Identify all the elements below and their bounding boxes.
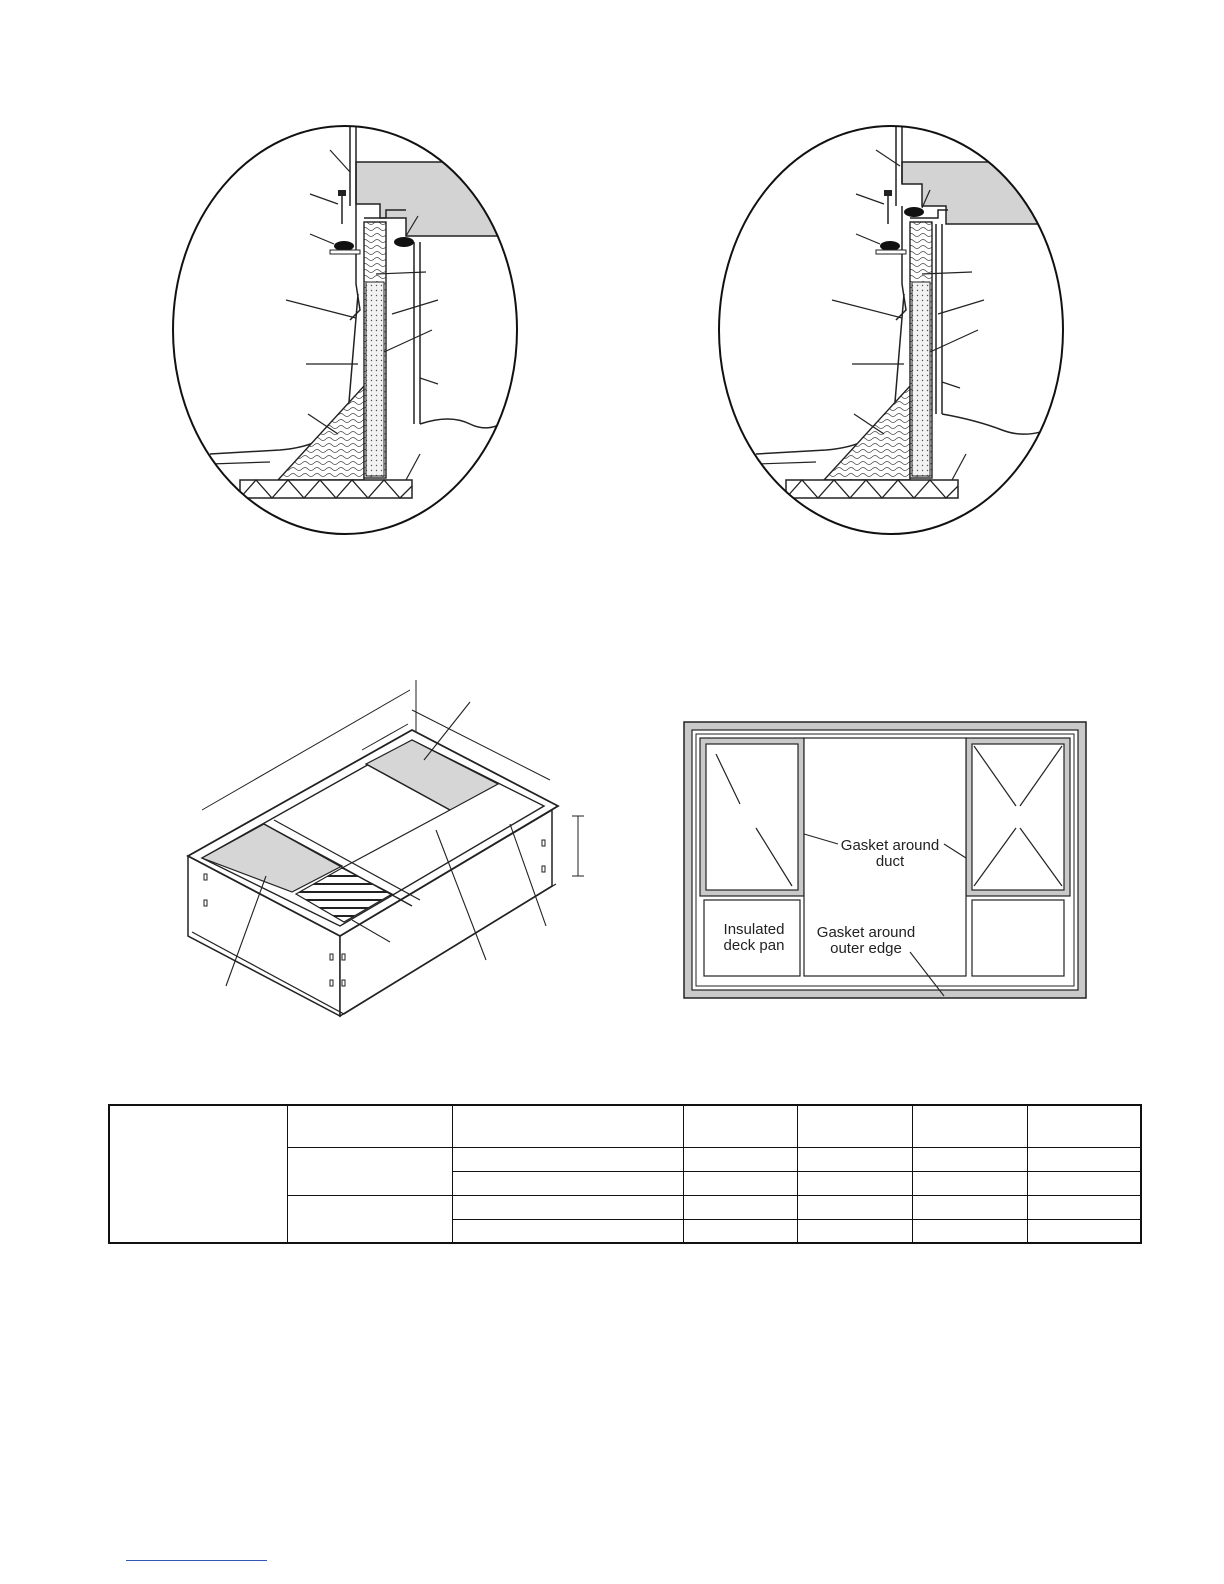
table-cell bbox=[1027, 1171, 1141, 1195]
table-cell bbox=[1027, 1147, 1141, 1171]
table-cell bbox=[452, 1171, 683, 1195]
gasket-outer-edge-label-2: outer edge bbox=[830, 940, 902, 957]
gasket-around-duct-label-2: duct bbox=[875, 853, 905, 870]
table-cell bbox=[797, 1219, 912, 1243]
table-cell bbox=[797, 1195, 912, 1219]
table-cell bbox=[912, 1171, 1027, 1195]
curb-detail-left bbox=[170, 124, 520, 536]
cant-strip bbox=[278, 386, 364, 480]
table-cell bbox=[452, 1195, 683, 1219]
table-cell bbox=[452, 1105, 683, 1147]
table-cell bbox=[683, 1195, 797, 1219]
table-cell bbox=[683, 1147, 797, 1171]
table-header-row bbox=[109, 1105, 1141, 1147]
table-cell bbox=[912, 1105, 1027, 1147]
gasket bbox=[394, 237, 414, 247]
curb-detail-right bbox=[716, 124, 1066, 536]
table-cell bbox=[287, 1147, 452, 1195]
table-cell bbox=[683, 1105, 797, 1147]
table-cell bbox=[287, 1105, 452, 1147]
table-cell bbox=[452, 1147, 683, 1171]
table-cell bbox=[912, 1195, 1027, 1219]
table-cell bbox=[287, 1195, 452, 1243]
curb-plan-view bbox=[682, 720, 1088, 1000]
roof-curb-isometric bbox=[180, 680, 600, 1020]
table-cell bbox=[912, 1147, 1027, 1171]
table-cell bbox=[797, 1147, 912, 1171]
curb-dimension-table bbox=[108, 1104, 1142, 1244]
gasket-around-duct-label: Gasket around bbox=[840, 837, 940, 854]
table-cell bbox=[683, 1219, 797, 1243]
table-cell bbox=[109, 1105, 287, 1243]
table-cell bbox=[1027, 1105, 1141, 1147]
table-cell bbox=[1027, 1219, 1141, 1243]
table-cell bbox=[683, 1171, 797, 1195]
gasket-outer-edge-label: Gasket around bbox=[816, 924, 916, 941]
table-cell bbox=[797, 1171, 912, 1195]
footer-rule bbox=[126, 1560, 267, 1561]
insulation-panel bbox=[366, 282, 384, 476]
table-cell bbox=[452, 1219, 683, 1243]
table-cell bbox=[797, 1105, 912, 1147]
insulated-deck-pan-label: Insulated bbox=[723, 921, 785, 938]
table-cell bbox=[1027, 1195, 1141, 1219]
insulated-deck-pan-label-2: deck pan bbox=[723, 937, 785, 954]
table-cell bbox=[912, 1219, 1027, 1243]
